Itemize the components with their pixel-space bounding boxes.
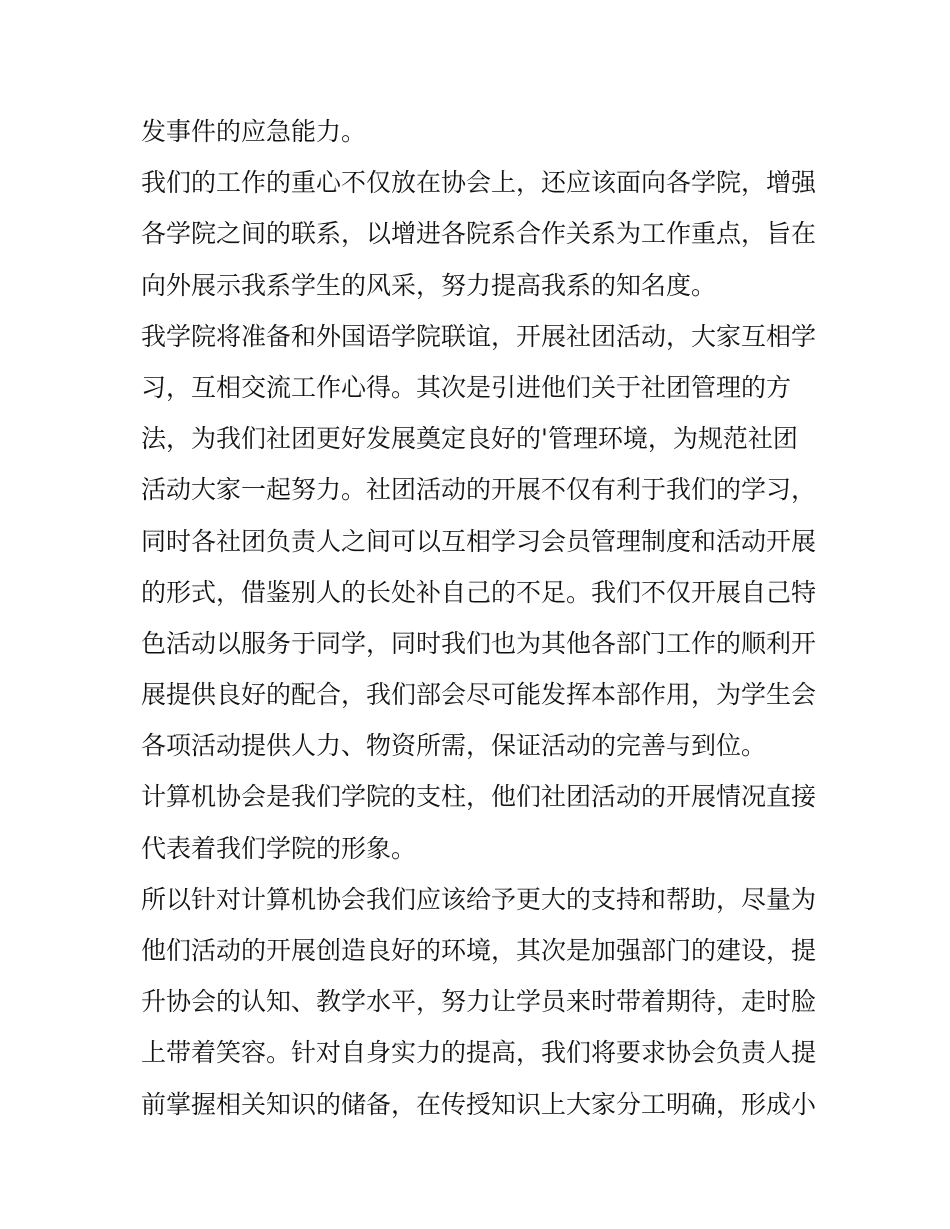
text-line: 法，为我们社团更好发展奠定良好的'管理环境，为规范社团 [141, 424, 798, 454]
text-line: 我学院将准备和外国语学院联谊，开展社团活动，大家互相学 [141, 321, 817, 351]
text-line: 发事件的应急能力。 [141, 117, 367, 146]
text-line: 升协会的认知、教学水平，努力让学员来时带着期待，走时脸 [141, 987, 817, 1017]
document-body-text [141, 106, 817, 1130]
text-line: 色活动以服务于同学，同时我们也为其他各部门工作的顺利开 [141, 628, 817, 658]
text-line: 的形式，借鉴别人的长处补自己的不足。我们不仅开展自己特 [141, 577, 817, 607]
text-line: 向外展示我系学生的风采，努力提高我系的知名度。 [141, 270, 717, 300]
text-line: 他们活动的开展创造良好的环境，其次是加强部门的建设，提 [141, 936, 817, 965]
text-line: 各学院之间的联系，以增进各院系合作关系为工作重点，旨在 [141, 219, 817, 249]
text-line: 同时各社团负责人之间可以互相学习会员管理制度和活动开展 [141, 526, 817, 556]
text-line: 各项活动提供人力、物资所需，保证活动的完善与到位。 [141, 731, 767, 761]
text-line: 习，互相交流工作心得。其次是引进他们关于社团管理的方 [141, 372, 792, 402]
text-line: 展提供良好的配合，我们部会尽可能发挥本部作用，为学生会 [141, 680, 817, 710]
text-line: 上带着笑容。针对自身实力的提高，我们将要求协会负责人提 [141, 1038, 817, 1068]
text-line: 代表着我们学院的形象。 [141, 833, 417, 863]
text-line: 前掌握相关知识的储备，在传授知识上大家分工明确，形成小 [141, 1089, 817, 1119]
text-line: 活动大家一起努力。社团活动的开展不仅有利于我们的学习， [141, 475, 817, 505]
text-line: 计算机协会是我们学院的支柱，他们社团活动的开展情况直接 [141, 782, 817, 812]
text-line: 所以针对计算机协会我们应该给予更大的支持和帮助，尽量为 [141, 884, 817, 914]
text-line: 我们的工作的重心不仅放在协会上，还应该面向各学院，增强 [141, 168, 817, 198]
